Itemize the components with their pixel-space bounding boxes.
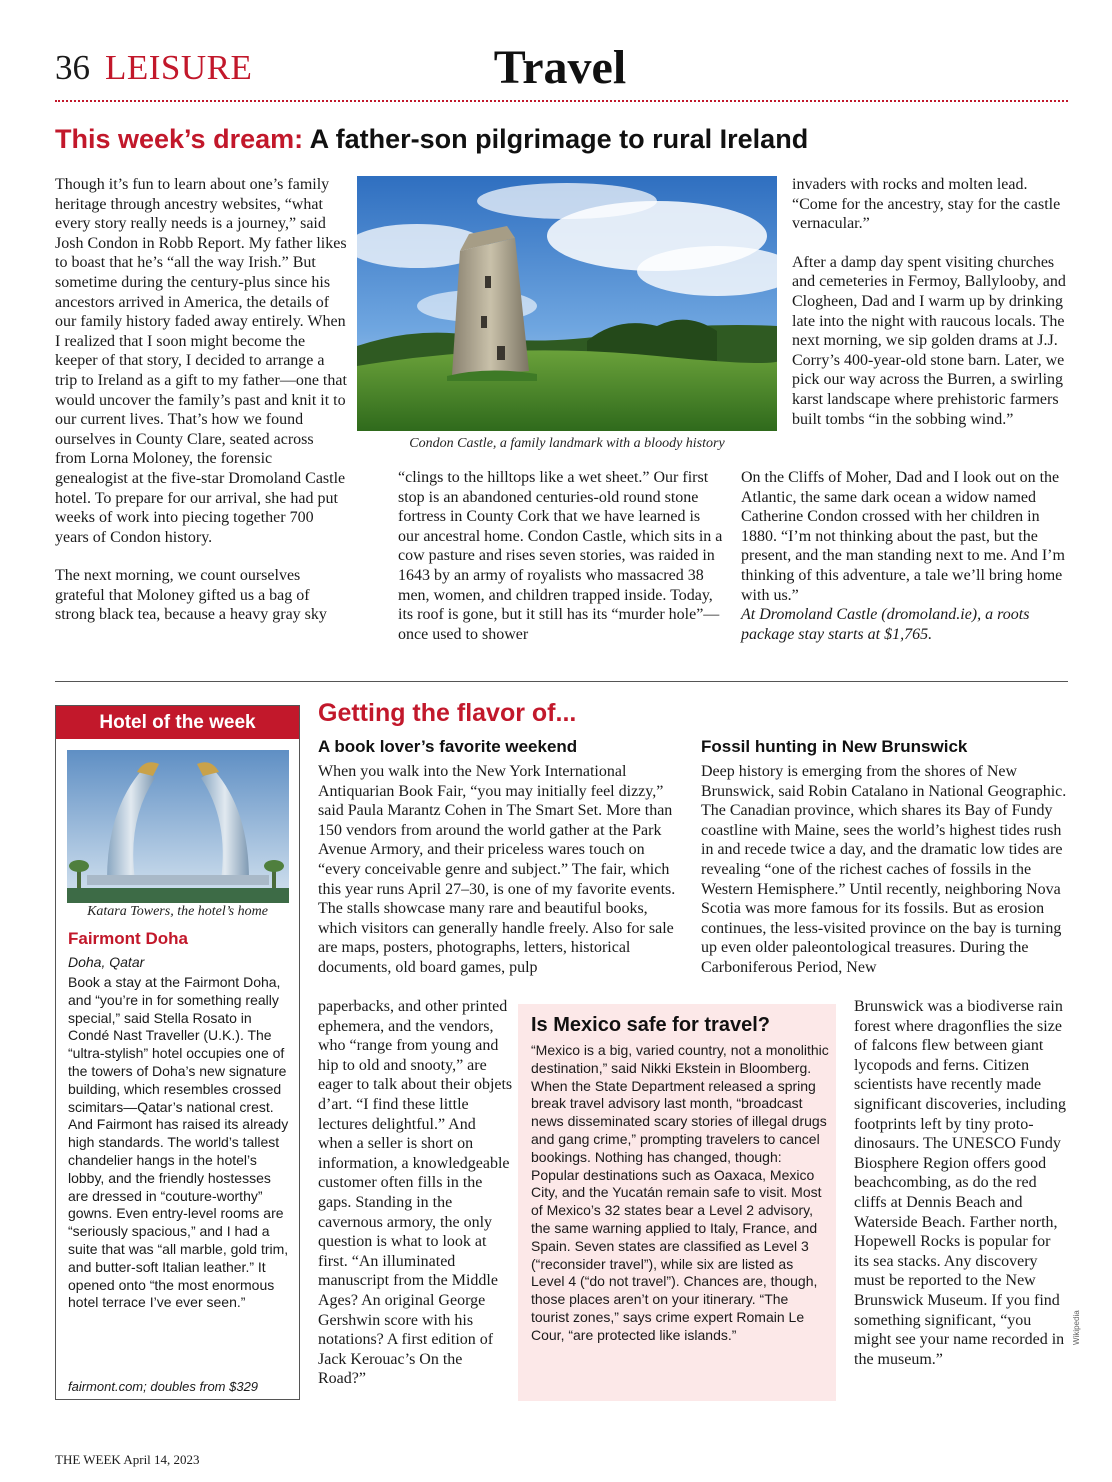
feature-paragraph: On the Cliffs of Moher, Dad and I look out on the Atlantic, the same dark ocean a widow named Catherine Condon crossed with her children in 1880. “I’m not thinking about the past, but the present, and the man standing next to me. And I’m thinking of this adventure, a tale we’ll bring home with us.” — [741, 469, 1065, 604]
feature-headline — [55, 124, 808, 155]
feature-paragraph: The next morning, we count ourselves grateful that Moloney gifted us a bag of strong black tea, because a heavy gray sky — [55, 567, 327, 624]
page-footer: THE WEEK April 14, 2023 — [55, 1452, 200, 1467]
castle-photo-caption: Condon Castle, a family landmark with a bloody history — [409, 436, 725, 451]
page-number: 36 — [55, 48, 90, 87]
katara-towers-photo — [67, 750, 289, 903]
hotel-location: Doha, Qatar — [68, 954, 145, 970]
photo-credit: Wikipedia — [1072, 1310, 1081, 1345]
hotel-photo-caption: Katara Towers, the hotel’s home — [87, 904, 268, 919]
hotel-box-header: Hotel of the week — [56, 706, 299, 739]
book-fair-text-a: When you walk into the New York International Antiquarian Book Fair, “you may initially feel dizzy,” said Paula Marantz Cohen in The Smart Set. More than 150 vendors from around the world gather at the Park Avenue Armory, and their priceless wares touch on “every conceivable genre and subject.” The fair, which this year runs April 27–30, is one of my favorite events. The stalls showcase many rare and beautiful books, which visitors can generally handle freely. Also for sale are maps, posters, photographs, letters, historical documents, old board games, pulp — [318, 763, 676, 976]
mexico-safety-box — [518, 1004, 836, 1401]
mexico-heading: Is Mexico safe for travel? — [531, 1014, 770, 1036]
mexico-body: “Mexico is a big, varied country, not a monolithic destination,” said Nikki Ekstein in Bloomberg. When the State Department released a spring break travel advisory last month, “broadcast news disseminated scary stories of illegal drugs and gang crime,” prompting travelers to cancel bookings. Nothing has changed, though: Popular destinations such as Oaxaca, Mexico City, and the Yucatán remain safe to visit. Most of Mexico’s 32 states bear a Level 2 advisory, the same warning applied to Italy, France, and Spain. Seven states are classified as Level 3 (“reconsider travel”), while six are listed as Level 4 (“do not travel”). Chances are, though, those places aren’t on your itinerary. “The tourist zones,” says crime expert Romain Le Cour, “are protected like islands.” — [531, 1042, 829, 1343]
fossil-hunting-text-b: Brunswick was a biodiverse rain forest where dragonflies the size of falcons flew between giant lycopods and ferns. Citizen scientists have recently made significant discoveries, including footprints left by tiny proto-dinosaurs. The UNESCO Fundy Biosphere Region offers good beachcombing, as do the red cliffs at Dennis Beach and Waterside Beach. Farther north, Hopewell Rocks is popular for its sea stacks. Any discovery must be reported to the New Brunswick Museum. If you find something significant, “you might see your name recorded in the museum.” — [854, 998, 1066, 1368]
feature-paragraph: Though it’s fun to learn about one’s family heritage through ancestry websites, “what every story really needs is a journey,” said Josh Condon in Robb Report. My father likes to boast that he’s “all the way Irish.” But sometime during the century-plus since his ancestors arrived in America, the details of our family history faded away entirely. When I realized that I soon might become the keeper of that story, I decided to arrange a trip to Ireland as a gift to my father—one that would uncover the family’s past and knit it to our current lives. That’s how we found ourselves in County Clare, seated across from Lorna Moloney, the forensic genealogist at the five-star Dromoland Castle hotel. To prepare for our arrival, she had put weeks of work into piecing together 700 years of Condon history. — [55, 176, 347, 546]
fossil-hunting-heading: Fossil hunting in New Brunswick — [701, 737, 968, 756]
feature-paragraph: invaders with rocks and molten lead. “Come for the ancestry, stay for the castle vernacular.” — [792, 176, 1061, 233]
feature-footnote: At Dromoland Castle (dromoland.ie), a roots package stay starts at $1,765. — [741, 606, 1030, 643]
header-divider — [55, 100, 1068, 102]
hotel-of-the-week-box — [55, 705, 300, 1400]
book-fair-heading: A book lover’s favorite weekend — [318, 737, 578, 756]
hotel-price: fairmont.com; doubles from $329 — [68, 1379, 259, 1394]
feature-column-3-top — [792, 175, 1068, 429]
section-name: LEISURE — [105, 48, 253, 87]
hotel-description: Book a stay at the Fairmont Doha, and “you’re in for something really special,” said Stella Rosato in Condé Nast Traveller (U.K.). The “ultra-stylish” hotel occupies one of the towers of Doha’s new signature building, which resembles crossed scimitars—Qatar’s national crest. And Fairmont has raised its already high standards. The world’s tallest chandelier hangs in the hotel’s lobby, and the friendly hostesses are dressed in “couture-worthy” gowns. Even entry-level rooms are “seriously spacious,” and I had a suite that was “all marble, gold trim, and butter-soft Italian leather.” It opened onto “the most enormous hotel terrace I’ve ever seen.” — [68, 974, 289, 1311]
hotel-name: Fairmont Doha — [68, 929, 188, 948]
feature-paragraph: “clings to the hilltops like a wet sheet.” Our first stop is an abandoned centuries-old round stone fortress in County Cork that we have learned is our ancestral home. Condon Castle, which sits in a cow pasture and rises seven stories, was raided in 1643 by an army of royalists who massacred 38 men, women, and children trapped inside. Today, its roof is gone, but it still has its “murder hole”—once used to shower — [398, 469, 723, 643]
section-divider — [55, 681, 1068, 682]
book-fair-text-b: paperbacks, and other printed ephemera, and the vendors, who “range from young and hip to old and snooty,” are eager to talk about their objets d’art. “I find these little lectures delightful.” And when a seller is short on information, a knowledgeable customer often fills in the gaps. Standing in the cavernous armory, the only question is what to look at first. “An illuminated manuscript from the Middle Ages? An original George Gershwin score with his notations? A first edition of Jack Kerouac’s On the Road?” — [318, 998, 513, 1388]
feature-column-2 — [398, 468, 723, 644]
headline-kicker: This week’s dream: — [55, 124, 304, 154]
flavor-section-title: Getting the flavor of... — [318, 699, 577, 727]
feature-column-1 — [55, 175, 348, 625]
headline-main: A father-son pilgrimage to rural Ireland — [309, 124, 809, 154]
feature-paragraph: After a damp day spent visiting churches and cemeteries in Fermoy, Ballylooby, and Clogheen, Dad and I warm up by drinking late into the night with raucous locals. The next morning, we sip golden drams at J.J. Corry’s 400-year-old stone barn. Later, we pick our way across the Burren, a swirling karst landscape where prehistoric farmers built tombs “in the sobbing wind.” — [792, 253, 1066, 428]
condon-castle-photo — [357, 176, 777, 431]
feature-column-3-bottom — [741, 468, 1068, 644]
fossil-hunting-text-a: Deep history is emerging from the shores of New Brunswick, said Robin Catalano in National Geographic. The Canadian province, which shares its Bay of Fundy coastline with Maine, sees the world’s highest tides rush in and recede twice a day, and the dramatic low tides are revealing “one of the richest caches of fossils in the Western Hemisphere.” Until recently, neighboring Nova Scotia was more famous for its fossils. But as erosion continues, the less-visited province on the bay is turning up even older paleontological treasures. During the Carboniferous Period, New — [701, 763, 1067, 976]
section-title: Travel — [493, 41, 627, 94]
